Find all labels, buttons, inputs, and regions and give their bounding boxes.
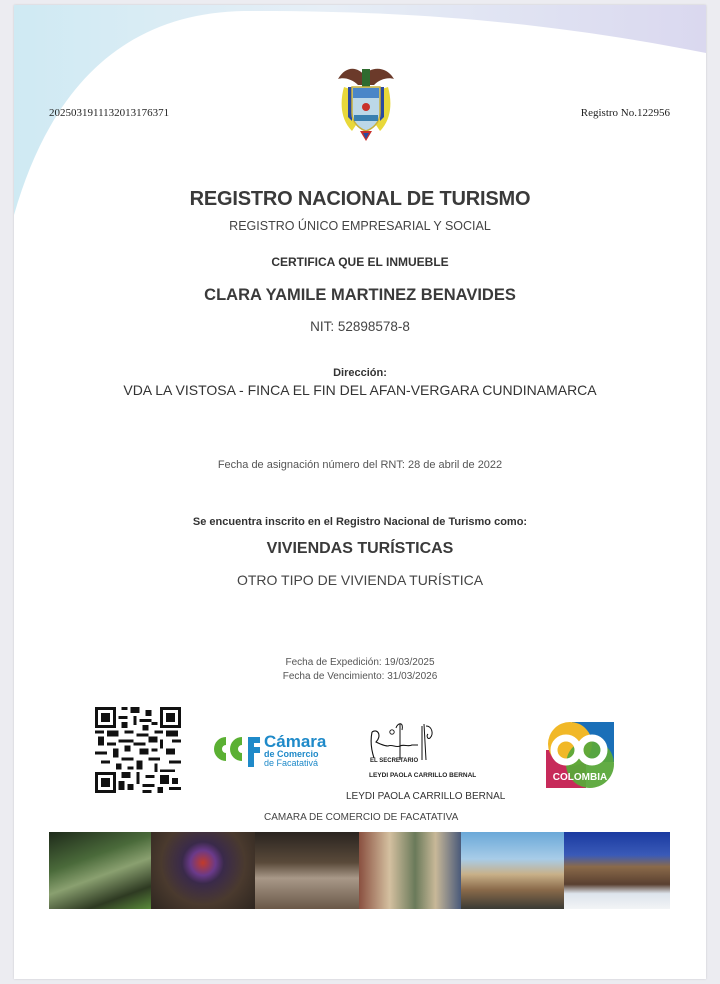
subcategoria: OTRO TIPO DE VIVIENDA TURÍSTICA xyxy=(236,572,484,588)
signature-stamp-name: LEYDI PAOLA CARRILLO BERNAL xyxy=(369,772,477,779)
fecha-vencimiento: Fecha de Vencimiento: 31/03/2026 xyxy=(282,671,438,682)
secretario-label: EL SECRETARIO xyxy=(370,758,419,764)
king-vulture-photo xyxy=(151,832,255,909)
ccf-line3: de Facatativá xyxy=(264,758,319,768)
jungle-photo xyxy=(49,832,151,909)
certifica-label: CERTIFICA QUE EL INMUEBLE xyxy=(271,255,449,269)
fecha-expedicion: Fecha de Expedición: 19/03/2025 xyxy=(285,657,435,668)
inscrito-label: Se encuentra inscrito en el Registro Nacional de Turismo como: xyxy=(192,516,528,528)
categoria: VIVIENDAS TURÍSTICAS xyxy=(266,540,454,557)
camara-de-comercio-label: CAMARA DE COMERCIO DE FACATATIVA xyxy=(264,812,459,823)
historic-building-photo xyxy=(461,832,564,909)
svg-text:COLOMBIA: COLOMBIA xyxy=(552,772,608,783)
ccf-line2: de Comercio xyxy=(264,749,319,759)
document-subtitle: REGISTRO ÚNICO EMPRESARIAL Y SOCIAL xyxy=(229,219,491,233)
qr-code-icon[interactable] xyxy=(95,707,181,793)
ccf-line1: Cámara xyxy=(264,732,327,751)
document-code: 2025031911132013176371 xyxy=(49,107,170,119)
signer-name: LEYDI PAOLA CARRILLO BERNAL xyxy=(346,791,506,802)
holder-name: CLARA YAMILE MARTINEZ BENAVIDES xyxy=(204,286,516,304)
signature-icon xyxy=(366,720,446,762)
nit-number: NIT: 52898578-8 xyxy=(310,319,410,334)
ccf-logo-icon xyxy=(210,731,262,767)
rock-monolith-photo xyxy=(564,832,670,909)
registro-number: Registro No.122956 xyxy=(580,107,670,119)
people-photo xyxy=(255,832,359,909)
colombia-coat-of-arms-icon xyxy=(330,61,402,145)
direccion-label: Dirección: xyxy=(333,367,387,379)
direccion-value: VDA LA VISTOSA - FINCA EL FIN DEL AFAN-VERGARA CUNDINAMARCA xyxy=(123,382,597,398)
fecha-asignacion: Fecha de asignación número del RNT: 28 de abril de 2022 xyxy=(217,459,503,471)
ccf-logo-text xyxy=(264,733,326,768)
photo-strip xyxy=(49,832,670,909)
colombia-brand-logo-icon xyxy=(544,720,616,790)
certificate-page xyxy=(14,5,706,979)
document-title: REGISTRO NACIONAL DE TURISMO xyxy=(189,188,531,210)
colonial-street-photo xyxy=(359,832,461,909)
